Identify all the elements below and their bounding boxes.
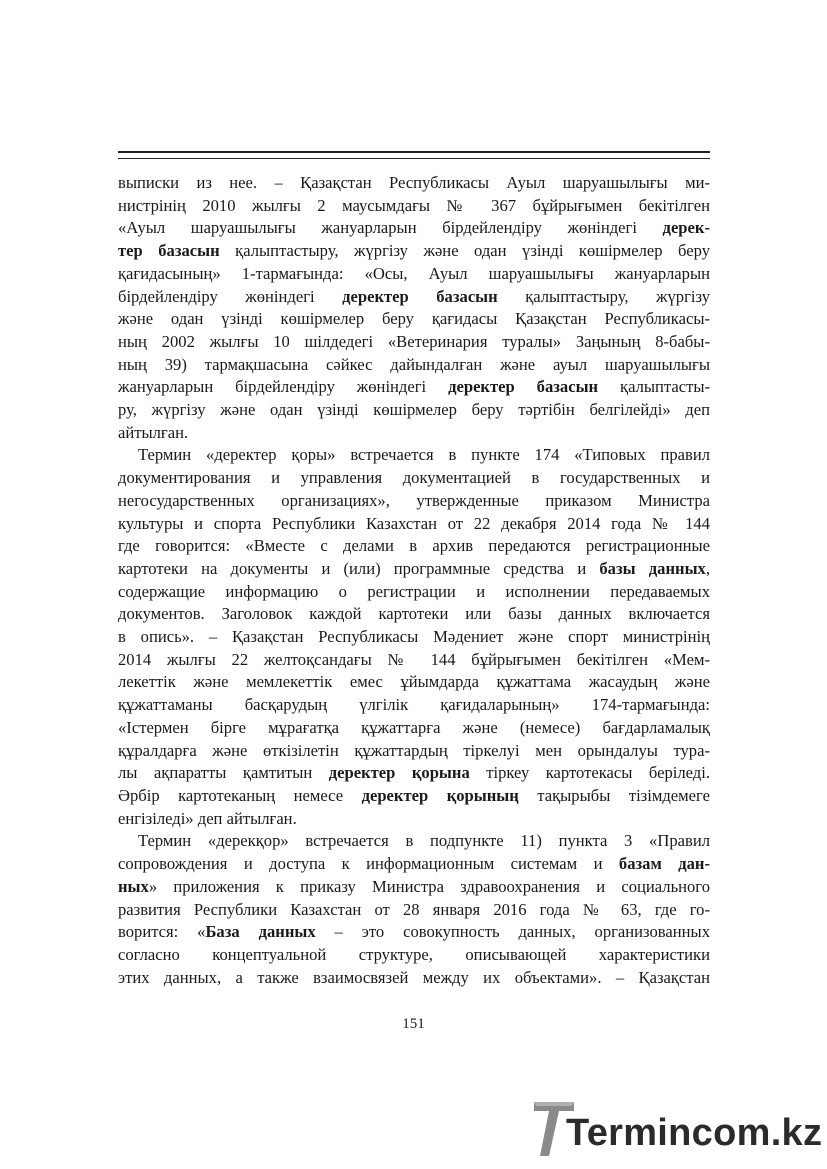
- text-segment: ,: [705, 558, 710, 578]
- text-line: [118, 603, 710, 626]
- text-segment: развития Республики Казахстан от 28 января 2016 года № 63, где го-: [118, 899, 710, 919]
- text-line: [118, 399, 710, 422]
- text-line: [118, 876, 710, 899]
- text-line: [118, 921, 710, 944]
- bold-term: База данных: [205, 922, 316, 942]
- text-line: [118, 217, 710, 240]
- bold-term: деректер базасын: [342, 286, 498, 306]
- text-segment: Термин «деректер қоры» встречается в пункте 174 «Типовых правил: [138, 445, 710, 465]
- text-segment: документов. Заголовок каждой картотеки или базы данных включается: [118, 604, 710, 624]
- text-segment: этих данных, а также взаимосвязей между их объектами». – Қазақстан: [118, 967, 710, 987]
- text-line: [118, 331, 710, 354]
- top-rule-thick: [118, 151, 710, 153]
- bold-term: дерек-: [662, 218, 710, 238]
- text-line: [118, 354, 710, 377]
- text-segment: » приложения к приказу Министра здравоохранения и социального: [148, 876, 710, 896]
- logo-text: Termincom.kz: [566, 1112, 823, 1154]
- text-segment: ның 39) тармақшасына сәйкес дайындалған және ауыл шаруашылығы: [118, 354, 710, 374]
- text-segment: в опись». – Қазақстан Республикасы Мәдениет және спорт министрінің: [118, 627, 710, 647]
- text-segment: қалыптастыру, жүргізу: [497, 286, 710, 306]
- text-segment: құжаттаманы басқарудың үлгілік қағидаларының» 174-тармағында:: [118, 695, 710, 715]
- text-line: [118, 740, 710, 763]
- text-segment: Әрбір картотеканың немесе: [118, 785, 362, 805]
- body-text: [118, 172, 710, 989]
- text-segment: 2014 жылғы 22 желтоқсандағы № 144 бұйрығымен бекітілген «Мем-: [118, 649, 710, 669]
- text-line: [118, 649, 710, 672]
- text-line: [118, 467, 710, 490]
- text-line: [118, 422, 710, 445]
- text-line: [118, 376, 710, 399]
- page-number: 151: [402, 1016, 425, 1032]
- top-rule-thin: [118, 158, 710, 159]
- text-line: [118, 490, 710, 513]
- text-segment: Термин «дерекқор» встречается в подпункте 11) пункта 3 «Правил: [138, 831, 710, 851]
- text-line: [118, 808, 710, 831]
- text-segment: негосударственных организациях», утвержденные приказом Министра: [118, 490, 710, 510]
- text-segment: құралдарға және өткізілетін құжаттардың тіркелуі мен орындалуы тура-: [118, 740, 710, 760]
- bold-term: деректер базасын: [448, 377, 599, 397]
- text-segment: қағидасының» 1-тармағында: «Осы, Ауыл шаруашылығы жануарларын: [118, 263, 710, 283]
- text-line: [118, 967, 710, 990]
- text-line: [118, 240, 710, 263]
- text-segment: нистрінің 2010 жылғы 2 маусымдағы № 367 бұйрығымен бекітілген: [118, 195, 710, 215]
- text-line: [118, 830, 710, 853]
- text-segment: тақырыбы тізімдемеге: [518, 785, 710, 805]
- text-segment: айтылған.: [118, 422, 189, 442]
- text-segment: қалыптасты-: [598, 377, 710, 397]
- text-segment: картотеки на документы и (или) программные средства и: [118, 558, 600, 578]
- text-segment: «Істермен бірге мұрағатқа құжаттарға және (немесе) бағдарламалық: [118, 717, 710, 737]
- text-line: [118, 944, 710, 967]
- bold-term: ных: [118, 876, 149, 896]
- text-segment: ның 2002 жылғы 10 шілдедегі «Ветеринария туралы» Заңының 8-бабы-: [118, 331, 710, 351]
- text-segment: және одан үзінді көшірмелер беру қағидасы Қазақстан Республикасы-: [118, 309, 710, 329]
- text-segment: согласно концептуальной структуре, описывающей характеристики: [118, 944, 710, 964]
- bold-term: деректер қорына: [328, 763, 470, 783]
- bold-term: деректер қорының: [361, 785, 519, 805]
- text-line: [118, 444, 710, 467]
- text-segment: содержащие информацию о регистрации и исполнении передаваемых: [118, 581, 710, 601]
- text-line: [118, 899, 710, 922]
- text-line: [118, 263, 710, 286]
- text-segment: «Ауыл шаруашылығы жануарларын бірдейлендіру жөніндегі: [118, 218, 663, 238]
- text-line: [118, 172, 710, 195]
- text-segment: бірдейлендіру жөніндегі: [118, 286, 343, 306]
- text-segment: лы ақпаратты қамтитын: [118, 763, 329, 783]
- text-line: [118, 195, 710, 218]
- text-segment: – это совокупность данных, организованных: [315, 922, 710, 942]
- text-segment: тіркеу картотекасы беріледі.: [469, 763, 710, 783]
- text-segment: выписки из нее. – Қазақстан Республикасы Ауыл шаруашылығы ми-: [118, 173, 710, 192]
- text-segment: культуры и спорта Республики Казахстан от 22 декабря 2014 года № 144: [118, 513, 710, 533]
- text-segment: енгізіледі» деп айтылған.: [118, 808, 297, 828]
- bold-term: базам дан-: [618, 854, 710, 874]
- text-line: [118, 308, 710, 331]
- text-line: [118, 717, 710, 740]
- text-segment: лекеттік және мемлекеттік емес ұйымдарда құжаттама жасаудың және: [118, 672, 710, 692]
- text-segment: документирования и управления документацией в государственных и: [118, 468, 710, 488]
- text-line: [118, 785, 710, 808]
- text-segment: сопровождения и доступа к информационным системам и: [118, 854, 619, 874]
- bold-term: базы данных: [599, 558, 706, 578]
- text-line: [118, 535, 710, 558]
- bold-term: тер базасын: [118, 241, 220, 261]
- text-segment: қалыптастыру, жүргізу және одан үзінді көшірмелер беру: [219, 241, 710, 261]
- text-segment: ру, жүргізу және одан үзінді көшірмелер беру тәртібін белгілейді» деп: [118, 400, 710, 420]
- text-line: [118, 626, 710, 649]
- text-line: [118, 853, 710, 876]
- text-segment: ворится: «: [118, 922, 206, 942]
- text-segment: где говорится: «Вместе с делами в архив передаются регистрационные: [118, 536, 710, 556]
- text-line: [118, 581, 710, 604]
- text-segment: жануарларын бірдейлендіру жөніндегі: [118, 377, 449, 397]
- text-line: [118, 286, 710, 309]
- text-line: [118, 558, 710, 581]
- text-line: [118, 513, 710, 536]
- termincom-logo[interactable]: [530, 1098, 823, 1162]
- text-line: [118, 762, 710, 785]
- text-line: [118, 694, 710, 717]
- text-line: [118, 671, 710, 694]
